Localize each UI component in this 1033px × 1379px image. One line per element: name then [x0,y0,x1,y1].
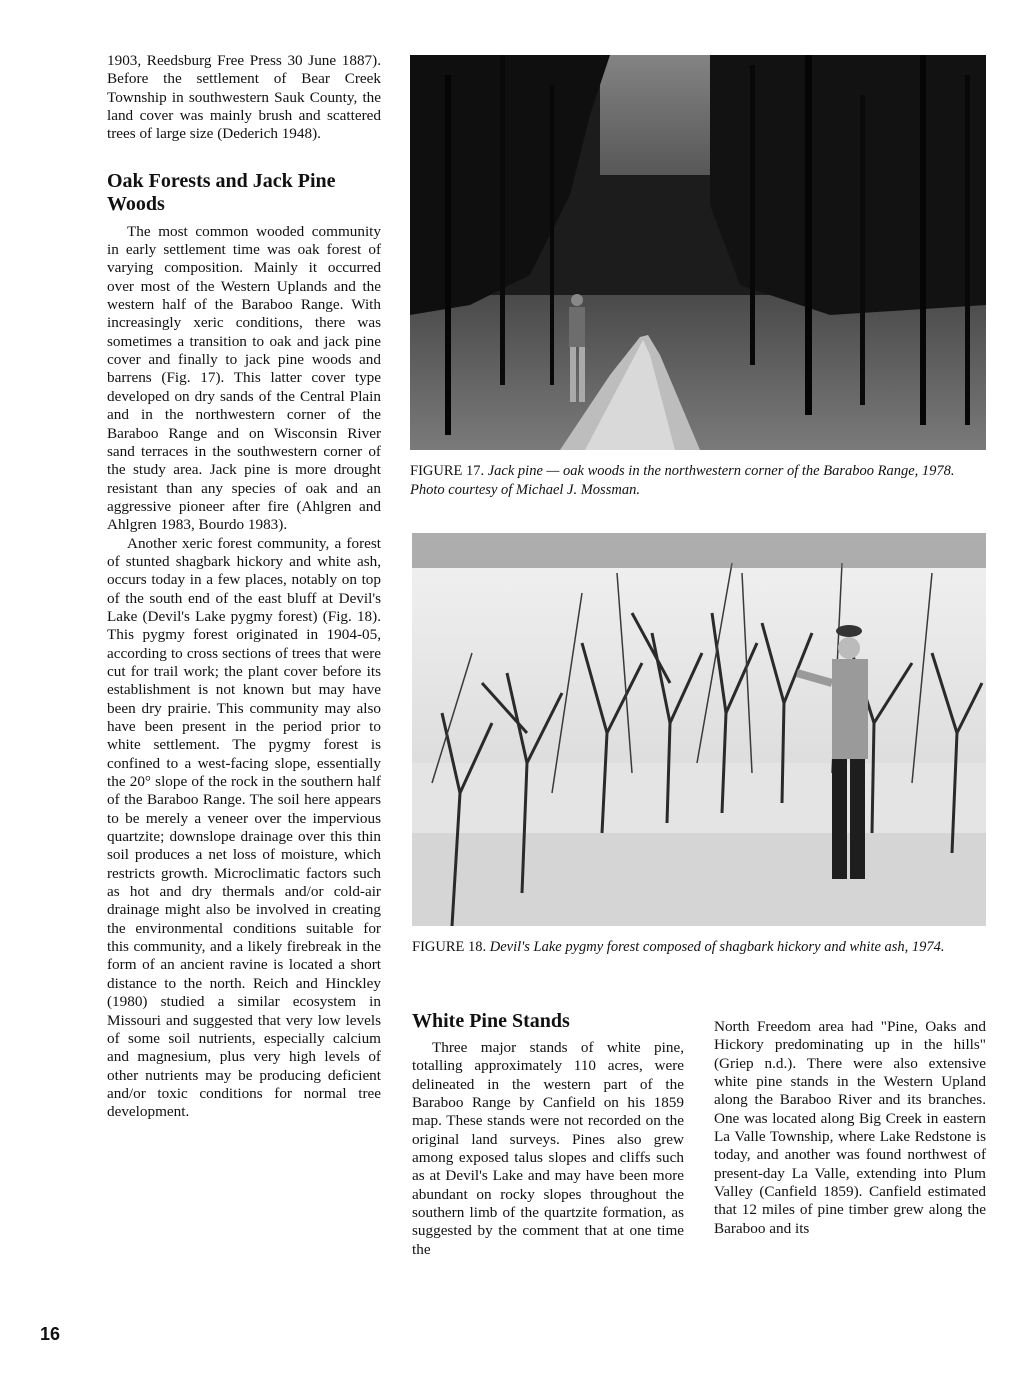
white-pine-continued-paragraph: North Freedom area had "Pine, Oaks and Hickory predominating up in the hills" (Griep n.d.). There were also extensive white pine stands in the Western Upland along the Baraboo River and its branches. One was located along Big Creek in eastern La Valle Township, where Lake Redstone is today, and another was found northwest of present-day La Valle, extending into Plum Valley (Canfield 1859). Canfield estimated that 12 miles of pine timber grew along the Baraboo and its [714,1018,986,1237]
left-column [107,52,381,1122]
figure-18-caption [412,938,992,957]
jack-pine-woods-image [410,55,986,450]
page-number: 16 [40,1324,61,1344]
middle-column [412,1010,684,1259]
figure-17-photo [410,55,986,450]
oak-paragraph-2: Another xeric forest community, a forest of stunted shagbark hickory and white ash, occurs today in a few places, notably on top of the south end of the east bluff at Devil's Lake (Devil's Lake pygmy forest) (Fig. 18). This pygmy forest originated in 1904-05, according to cross sections of trees that were cut for trail work; the plant cover before its establishment is not known but may have been dry prairie. This community may also have been present in the period prior to white settlement. The pygmy forest is confined to a west-facing slope, essentially the 20° slope of the rock in the southern half of the Baraboo Range. The soil here appears to be merely a veneer over the impervious quartzite; downslope drainage over this thin soil produces a net loss of moisture, which restricts growth. Microclimatic factors such as hot and dry thermals and/or cold-air drainage might also be involved in creating the environmental conditions suitable for this community, and a likely firebreak in the form of an ancient ravine is located a short distance to the north. Reich and Hinckley (1980) studied a similar ecosystem in Missouri and suggested that very low levels of some soil nutrients, especially calcium and magnesium, plus very high levels of other nutrients may be producing deficient and/or toxic conditions for normal tree development. [107,534,381,1121]
figure-18-caption-text: Devil's Lake pygmy forest composed of shagbark hickory and white ash, 1974. [489,939,945,955]
right-column [714,1018,986,1238]
figure-17-label: FIGURE 17. [410,463,485,479]
pygmy-forest-image [412,533,986,926]
figure-18-photo [412,533,986,926]
figure-17-caption [410,462,990,500]
figure-18-label: FIGURE 18. [412,939,487,955]
figure-17-caption-text: Jack pine — oak woods in the northwestern corner of the Baraboo Range, 1978. Photo courtesy of Michael J. Mossman. [410,463,955,498]
section-heading-white-pine: White Pine Stands [412,1010,570,1032]
white-pine-paragraph: Three major stands of white pine, totalling approximately 110 acres, were delineated in the western part of the Baraboo Range by Canfield on his 1859 map. These stands were not recorded on the original land surveys. Pines also grew among exposed talus slopes and cliffs such as at Devil's Lake and may have been more abundant on rocky slopes throughout the southern limb of the quartzite formation, as suggested by the comment that at one time the [412,1039,684,1258]
intro-paragraph: 1903, Reedsburg Free Press 30 June 1887). Before the settlement of Bear Creek Township in southwestern Sauk County, the land cover was mainly brush and scattered trees of large size (Dederich 1948). [107,52,381,143]
section-heading-oak-forests: Oak Forests and Jack Pine Woods [107,169,336,215]
oak-paragraph-1: The most common wooded community in early settlement time was oak forest of varying composition. Mainly it occurred over most of the Western Uplands and the western half of the Baraboo Range. With increasingly xeric conditions, there was sometimes a transition to oak and jack pine cover and finally to jack pine woods and barrens (Fig. 17). This latter cover type developed on dry sands of the Central Plain and in the northwestern corner of the Baraboo Range and on Wisconsin River sand terraces in the southwestern corner of the study area. Jack pine is more drought resistant than any species of oak and an aggressive pioneer after fire (Ahlgren and Ahlgren 1983, Bourdo 1983). [107,222,381,534]
